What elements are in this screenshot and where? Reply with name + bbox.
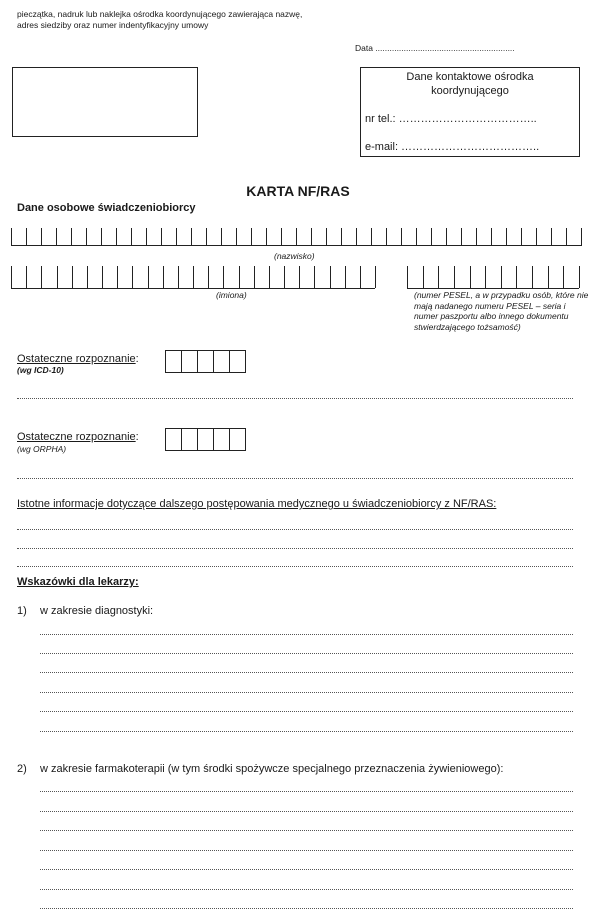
comb-tick [191, 228, 192, 246]
pharmacotherapy-line-2[interactable] [40, 811, 573, 812]
comb-tick [161, 228, 162, 246]
pesel-caption: (numer PESEL, a w przypadku osób, które nie mają nadanego numeru PESEL – seria i numer paszportu albo innego dokumentu stwierdzającego tożsamość) [414, 290, 589, 332]
comb-tick [86, 228, 87, 246]
comb-tick [193, 266, 194, 288]
comb-tick [296, 228, 297, 246]
pharmacotherapy-line-6[interactable] [40, 889, 573, 890]
comb-tick [461, 228, 462, 246]
comb-tick [371, 228, 372, 246]
comb-tick [516, 266, 517, 288]
comb-tick [454, 266, 455, 288]
firstnames-baseline [11, 288, 375, 289]
pesel-input[interactable] [407, 266, 579, 288]
item2-label: w zakresie farmakoterapii (w tym środki spożywcze specjalnego przeznaczenia żywieniowego): [40, 763, 504, 775]
icd-code-input[interactable] [165, 350, 246, 373]
comb-tick [26, 266, 27, 288]
pharmacotherapy-line-5[interactable] [40, 869, 573, 870]
comb-tick [102, 266, 103, 288]
diagnosis-icd-sub: (wg ICD-10) [17, 365, 64, 375]
diagnostics-line-6[interactable] [40, 731, 573, 732]
important-info-label: Istotne informacje dotyczące dalszego postępowania medycznego u świadczeniobiorcy z NF/RAS: [17, 498, 497, 510]
pesel-baseline [407, 288, 579, 289]
diagnostics-line-3[interactable] [40, 672, 573, 673]
phone-field[interactable]: nr tel.: ……………………………….. [365, 113, 537, 125]
comb-tick [223, 266, 224, 288]
comb-tick [221, 228, 222, 246]
comb-tick [281, 228, 282, 246]
guidelines-title: Wskazówki dla lekarzy: [17, 576, 139, 588]
icd-description-line[interactable] [17, 398, 573, 399]
comb-tick [11, 228, 12, 246]
comb-tick [416, 228, 417, 246]
item1-number: 1) [17, 605, 27, 617]
comb-tick [345, 266, 346, 288]
comb-tick [330, 266, 331, 288]
page-title: KARTA NF/RAS [246, 183, 350, 199]
comb-tick [407, 266, 408, 288]
comb-tick [401, 228, 402, 246]
comb-tick [579, 266, 580, 288]
comb-tick [251, 228, 252, 246]
important-info-line-3[interactable] [17, 566, 573, 567]
comb-tick [87, 266, 88, 288]
stamp-box[interactable] [12, 67, 198, 137]
comb-tick [236, 228, 237, 246]
comb-tick [485, 266, 486, 288]
comb-tick [269, 266, 270, 288]
comb-tick [11, 266, 12, 288]
comb-tick [101, 228, 102, 246]
diagnostics-line-4[interactable] [40, 692, 573, 693]
important-info-line-2[interactable] [17, 548, 573, 549]
comb-tick [239, 266, 240, 288]
comb-tick [314, 266, 315, 288]
stamp-note: pieczątka, nadruk lub naklejka ośrodka koordynującego zawierająca nazwę, adres siedziby oraz numer indentyfikacyjny umowy [17, 9, 303, 30]
comb-tick [132, 266, 133, 288]
important-info-line-1[interactable] [17, 529, 573, 530]
surname-input[interactable] [11, 228, 581, 246]
diagnosis-orpha-sub: (wg ORPHA) [17, 444, 67, 454]
diagnosis-orpha-label: Ostateczne rozpoznanie: [17, 431, 139, 443]
diagnosis-icd-label: Ostateczne rozpoznanie: [17, 353, 139, 365]
comb-tick [208, 266, 209, 288]
comb-tick [131, 228, 132, 246]
comb-tick [284, 266, 285, 288]
diagnostics-line-1[interactable] [40, 634, 573, 635]
comb-tick [501, 266, 502, 288]
comb-tick [431, 228, 432, 246]
comb-tick [341, 228, 342, 246]
comb-tick [117, 266, 118, 288]
comb-tick [506, 228, 507, 246]
comb-tick [178, 266, 179, 288]
firstnames-input[interactable] [11, 266, 375, 288]
comb-tick [57, 266, 58, 288]
item1-label: w zakresie diagnostyki: [40, 605, 154, 617]
comb-tick [41, 228, 42, 246]
contact-box-title: Dane kontaktowe ośrodka koordynującego [406, 71, 534, 97]
comb-tick [26, 228, 27, 246]
comb-tick [311, 228, 312, 246]
pharmacotherapy-line-7[interactable] [40, 908, 573, 909]
contact-box [360, 67, 580, 157]
diagnostics-line-5[interactable] [40, 711, 573, 712]
pharmacotherapy-line-4[interactable] [40, 850, 573, 851]
comb-tick [176, 228, 177, 246]
comb-tick [566, 228, 567, 246]
comb-tick [116, 228, 117, 246]
orpha-description-line[interactable] [17, 478, 573, 479]
email-field[interactable]: e-mail: ……………………………….. [365, 141, 540, 153]
comb-tick [521, 228, 522, 246]
comb-tick [148, 266, 149, 288]
pharmacotherapy-line-3[interactable] [40, 830, 573, 831]
comb-tick [423, 266, 424, 288]
comb-tick [532, 266, 533, 288]
comb-tick [326, 228, 327, 246]
date-field[interactable]: Data ........................................................... [355, 43, 515, 53]
pharmacotherapy-line-1[interactable] [40, 791, 573, 792]
comb-tick [386, 228, 387, 246]
comb-tick [146, 228, 147, 246]
comb-tick [206, 228, 207, 246]
firstnames-caption: (imiona) [216, 290, 247, 300]
personal-section-label: Dane osobowe świadczeniobiorcy [17, 202, 196, 214]
comb-tick [470, 266, 471, 288]
comb-tick [581, 228, 582, 246]
comb-tick [56, 228, 57, 246]
comb-tick [360, 266, 361, 288]
comb-tick [254, 266, 255, 288]
comb-tick [266, 228, 267, 246]
comb-tick [163, 266, 164, 288]
comb-tick [438, 266, 439, 288]
comb-tick [491, 228, 492, 246]
comb-tick [446, 228, 447, 246]
comb-tick [71, 228, 72, 246]
comb-tick [551, 228, 552, 246]
comb-tick [476, 228, 477, 246]
comb-tick [563, 266, 564, 288]
surname-caption: (nazwisko) [274, 251, 315, 261]
item2-number: 2) [17, 763, 27, 775]
comb-tick [536, 228, 537, 246]
diagnostics-line-2[interactable] [40, 653, 573, 654]
comb-tick [41, 266, 42, 288]
comb-tick [375, 266, 376, 288]
comb-tick [356, 228, 357, 246]
comb-tick [548, 266, 549, 288]
comb-tick [299, 266, 300, 288]
comb-tick [72, 266, 73, 288]
orpha-code-input[interactable] [165, 428, 246, 451]
